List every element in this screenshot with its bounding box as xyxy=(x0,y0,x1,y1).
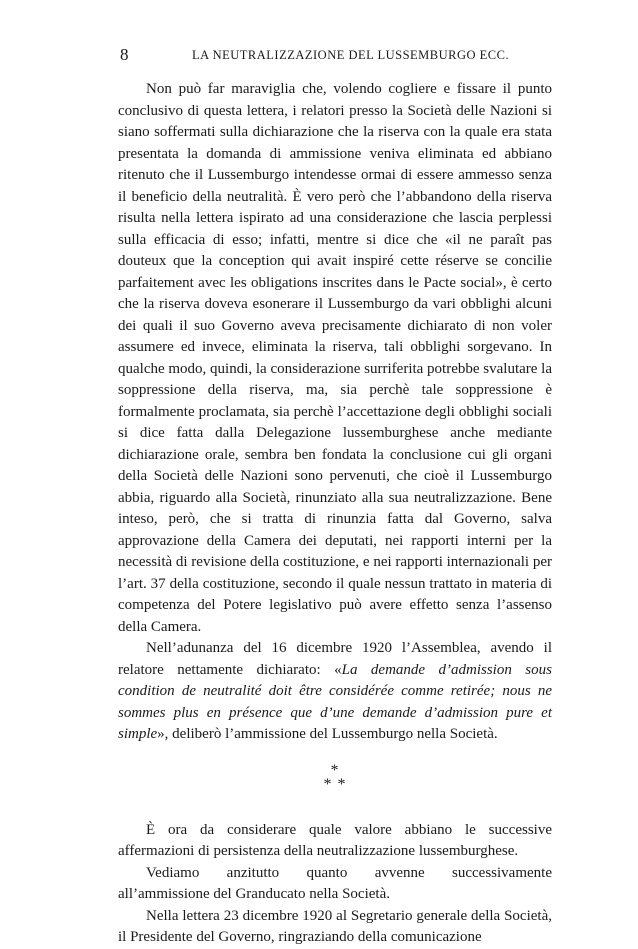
page-header xyxy=(0,45,638,69)
paragraph-5: Nella lettera 23 dicembre 1920 al Segretario generale della Società, il Presidente del Governo, ringraziando della comunicazione xyxy=(118,907,552,945)
page-number: 8 xyxy=(120,45,129,64)
asterism-bottom: * * xyxy=(323,775,347,793)
running-title: LA NEUTRALIZZAZIONE DEL LUSSEMBURGO ECC. xyxy=(192,48,510,62)
paragraph-4: Vediamo anzitutto quanto avvenne successivamente all’ammissione del Granducato nella Società. xyxy=(118,864,552,902)
body-text xyxy=(118,79,552,949)
paragraph-2-tail: », deliberò l’ammissione del Lussemburgo nella Società. xyxy=(157,726,498,742)
asterism-top: * xyxy=(330,761,340,779)
quoted-declaration: La demande d’admission sous condition de neutralité doit être considérée comme retirée; nous ne sommes plus en présence que d’une demande d’admission pure et simple xyxy=(118,661,552,742)
section-break-asterism xyxy=(118,761,552,793)
paragraph-2 xyxy=(118,638,552,746)
paragraph-1: Non può far maraviglia che, volendo cogliere e fissare il punto conclusivo di questa lettera, i relatori presso la Società delle Nazioni si siano soffermati sulla dichiarazione che la riserva con la quale era stata presentata la domanda di ammissione veniva eliminata ed abbiano ritenuto che il Lussemburgo intendesse ormai di essere ammesso senza il beneficio della neutralità. È vero però che l’abbandono della riserva risulta nella lettera ispirato ad una considerazione che lascia perplessi sulla efficacia di esso; infatti, mentre si dice che «il ne paraît pas douteux que la conception qui avait inspiré cette réserve se concilie parfaitement avec les obligations inscrites dans le Pacte social», è certo che la riserva doveva esonerare il Lussemburgo da vari obblighi alcuni dei quali il suo Governo aveva precisamente dichiarato di non voler assumere ed invece, eliminata la riserva, tali obblighi sorgevano. In qualche modo, quindi, la considerazione surriferita potrebbe svalutare la soppressione della riserva, ma, sia perchè tale soppressione è formalmente proclamata, sia perchè l’accettazione degli obblighi sociali si dice fatta dalla Delegazione lussemburghese anche mediante dichiarazione orale, sembra ben fondata la conclusione cui gli organi della Società delle Nazioni sono pervenuti, che cioè il Lussemburgo abbia, riguardo alla Società, rinunziato alla sua neutralizzazione. Bene inteso, però, che si tratta di rinunzia fatta dal Governo, salva approvazione della Camera dei deputati, nei rapporti interni per la necessità di revisione della costituzione, e nei rapporti internazionali per l’art. 37 della costituzione, secondo il quale nessun trattato in materia di competenza del Potere legislativo può avere effetto senza l’assenso della Camera. xyxy=(118,81,553,635)
paragraph-3: È ora da considerare quale valore abbiano le successive affermazioni di persistenza della neutralizzazione lussemburghese. xyxy=(118,821,552,859)
paragraph-2-lead: Nell’adunanza del 16 dicembre 1920 l’Assemblea, avendo il relatore nettamente dichiarato: « xyxy=(118,640,552,678)
